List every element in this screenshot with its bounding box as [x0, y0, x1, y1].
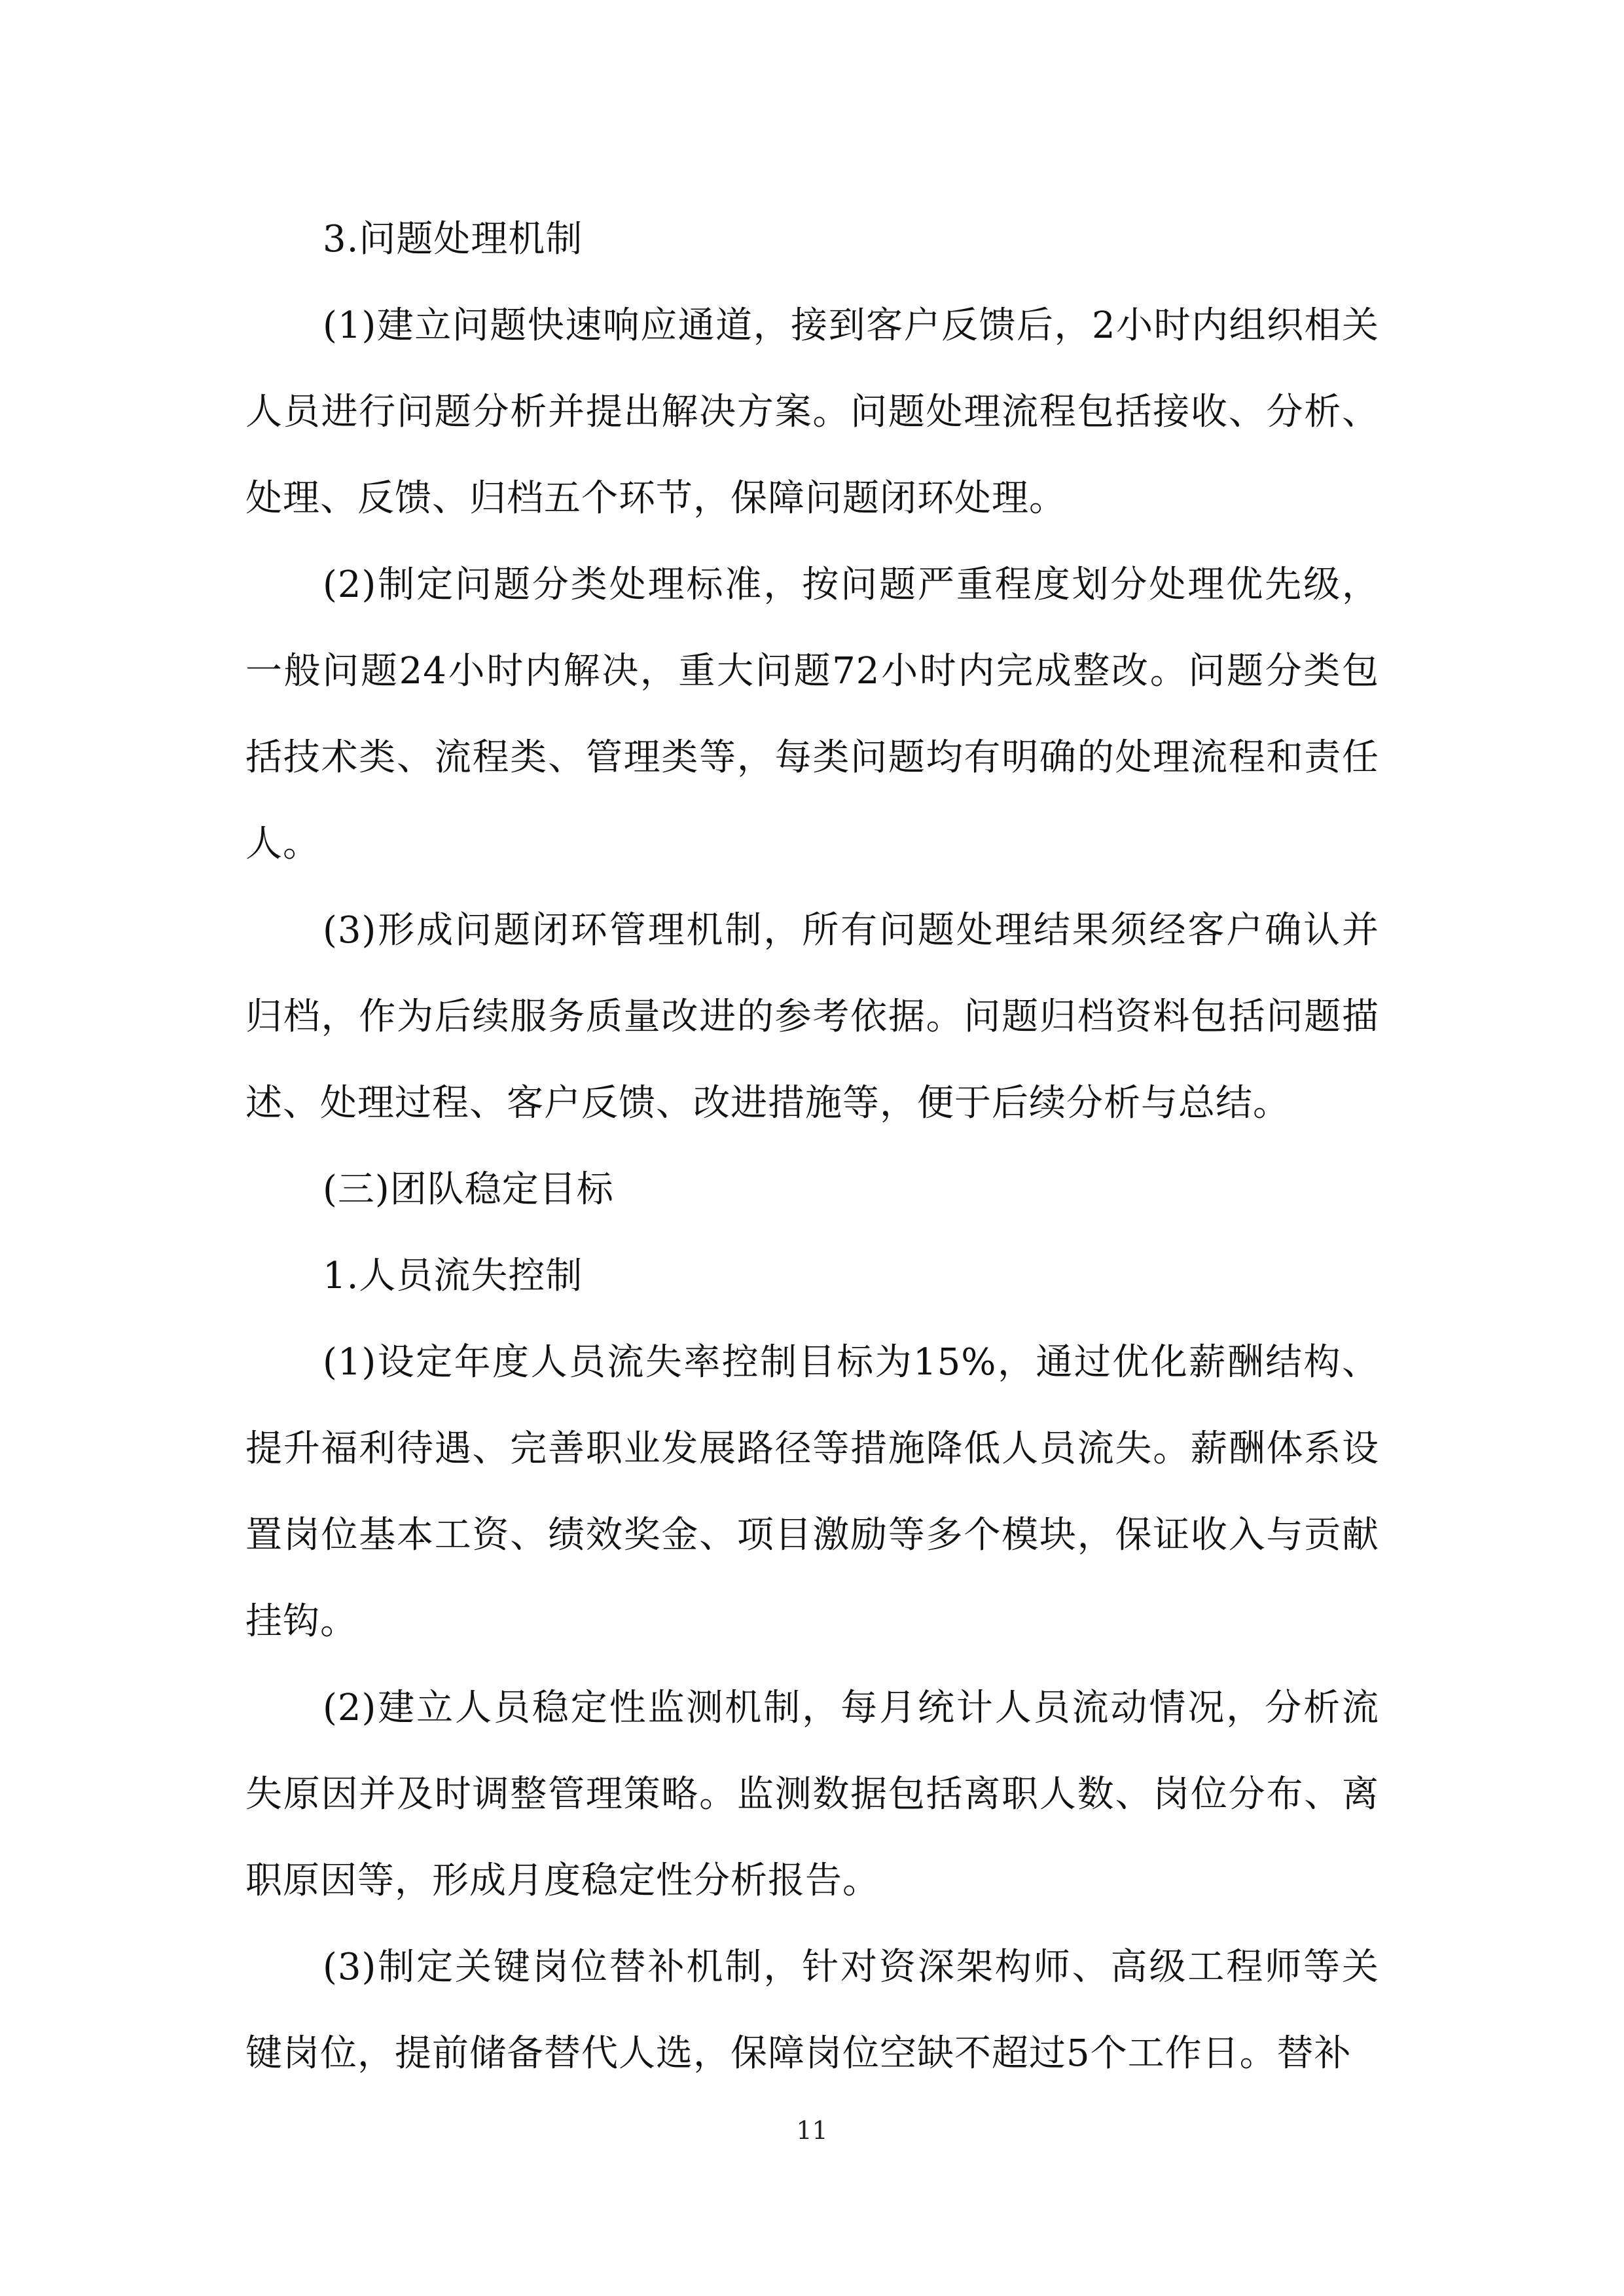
section-heading-team-stability: (三)团队稳定目标	[323, 1168, 614, 1211]
paragraph-attrition-target: (1)设定年度人员流失率控制目标为15%，通过优化薪酬结构、提升福利待遇、完善职业发展路径等措施降低人员流失。薪酬体系设置岗位基本工资、绩效奖金、项目激励等多个模块，保证收入与贡献挂钩。	[245, 1341, 1379, 1643]
paragraph-problem-closed-loop: (3)形成问题闭环管理机制，所有问题处理结果须经客户确认并归档，作为后续服务质量改进的参考依据。问题归档资料包括问题描述、处理过程、客户反馈、改进措施等，便于后续分析与总结。	[245, 909, 1379, 1124]
paragraph-key-position-backup: (3)制定关键岗位替补机制，针对资深架构师、高级工程师等关键岗位，提前储备替代人选，保障岗位空缺不超过5个工作日。替补	[245, 1946, 1379, 2075]
paragraph-stability-monitoring: (2)建立人员稳定性监测机制，每月统计人员流动情况，分析流失原因并及时调整管理策略。监测数据包括离职人数、岗位分布、离职原因等，形成月度稳定性分析报告。	[245, 1687, 1379, 1902]
paragraph-problem-response: (1)建立问题快速响应通道，接到客户反馈后，2小时内组织相关人员进行问题分析并提出解决方案。问题处理流程包括接收、分析、处理、反馈、归档五个环节，保障问题闭环处理。	[245, 304, 1379, 520]
subsection-heading-problem-handling: 3.问题处理机制	[323, 218, 583, 260]
subsection-heading-attrition-control: 1.人员流失控制	[323, 1255, 583, 1297]
paragraph-problem-classification: (2)制定问题分类处理标准，按问题严重程度划分处理优先级，一般问题24小时内解决，重大问题72小时内完成整改。问题分类包括技术类、流程类、管理类等，每类问题均有明确的处理流程和责任人。	[245, 564, 1379, 865]
page-number: 11	[796, 2116, 828, 2145]
document-body	[245, 196, 1379, 2097]
